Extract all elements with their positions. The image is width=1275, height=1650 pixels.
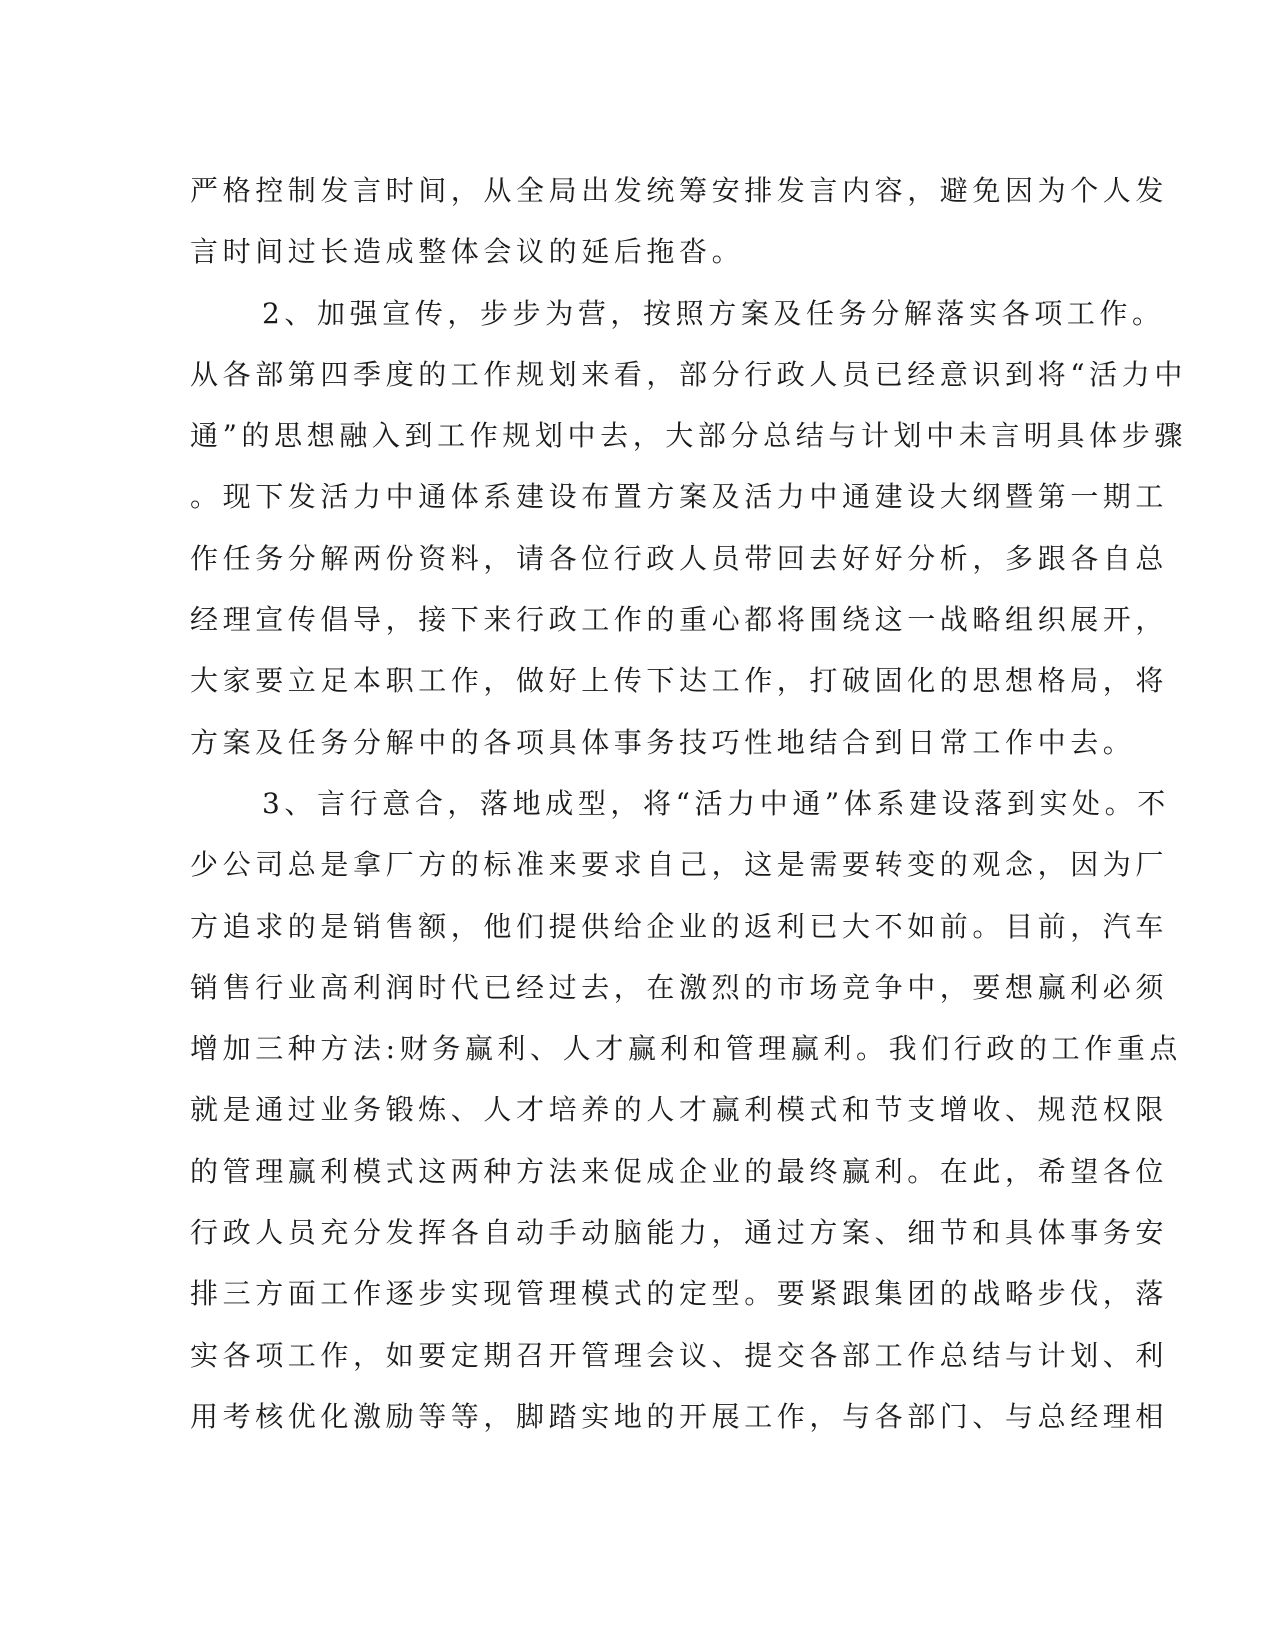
text-line: 实各项工作，如要定期召开管理会议、提交各部工作总结与计划、利 (190, 1338, 1169, 1372)
text-line: 方案及任务分解中的各项具体事务技巧性地结合到日常工作中去。 (190, 725, 1136, 759)
body-text (190, 160, 1187, 1447)
text-line: 经理宣传倡导，接下来行政工作的重心都将围绕这一战略组织展开， (190, 603, 1169, 637)
text-line: 方追求的是销售额，他们提供给企业的返利已大不如前。目前，汽车 (190, 909, 1169, 943)
text-line: 作任务分解两份资料，请各位行政人员带回去好好分析，多跟各自总 (190, 541, 1169, 575)
text-line: 行政人员充分发挥各自动手动脑能力，通过方案、细节和具体事务安 (190, 1216, 1169, 1250)
text-line: 增加三种方法:财务赢利、人才赢利和管理赢利。我们行政的工作重点 (190, 1032, 1183, 1066)
text-line: 少公司总是拿厂方的标准来要求自己，这是需要转变的观念，因为厂 (190, 848, 1169, 882)
text-line: 通”的思想融入到工作规划中去，大部分总结与计划中未言明具体步骤 (190, 419, 1187, 453)
paragraph-start-line: 3、言行意合，落地成型，将“活力中通”体系建设落到实处。不 (262, 786, 1170, 820)
text-line: 销售行业高利润时代已经过去，在激烈的市场竞争中，要想赢利必须 (190, 970, 1169, 1004)
text-line: 大家要立足本职工作，做好上传下达工作，打破固化的思想格局，将 (190, 664, 1169, 698)
text-line: 就是通过业务锻炼、人才培养的人才赢利模式和节支增收、规范权限 (190, 1093, 1169, 1127)
text-line: 言时间过长造成整体会议的延后拖沓。 (190, 235, 745, 269)
text-line: 排三方面工作逐步实现管理模式的定型。要紧跟集团的战略步伐，落 (190, 1277, 1169, 1311)
text-line: 的管理赢利模式这两种方法来促成企业的最终赢利。在此，希望各位 (190, 1154, 1169, 1188)
text-line: 用考核优化激励等等，脚踏实地的开展工作，与各部门、与总经理相 (190, 1399, 1169, 1433)
text-line: 。现下发活力中通体系建设布置方案及活力中通建设大纲暨第一期工 (190, 480, 1169, 514)
text-line: 从各部第四季度的工作规划来看，部分行政人员已经意识到将“活力中 (190, 357, 1187, 391)
text-line: 严格控制发言时间，从全局出发统筹安排发言内容，避免因为个人发 (190, 174, 1169, 207)
paragraph-start-line: 2、加强宣传，步步为营，按照方案及任务分解落实各项工作。 (262, 296, 1165, 330)
